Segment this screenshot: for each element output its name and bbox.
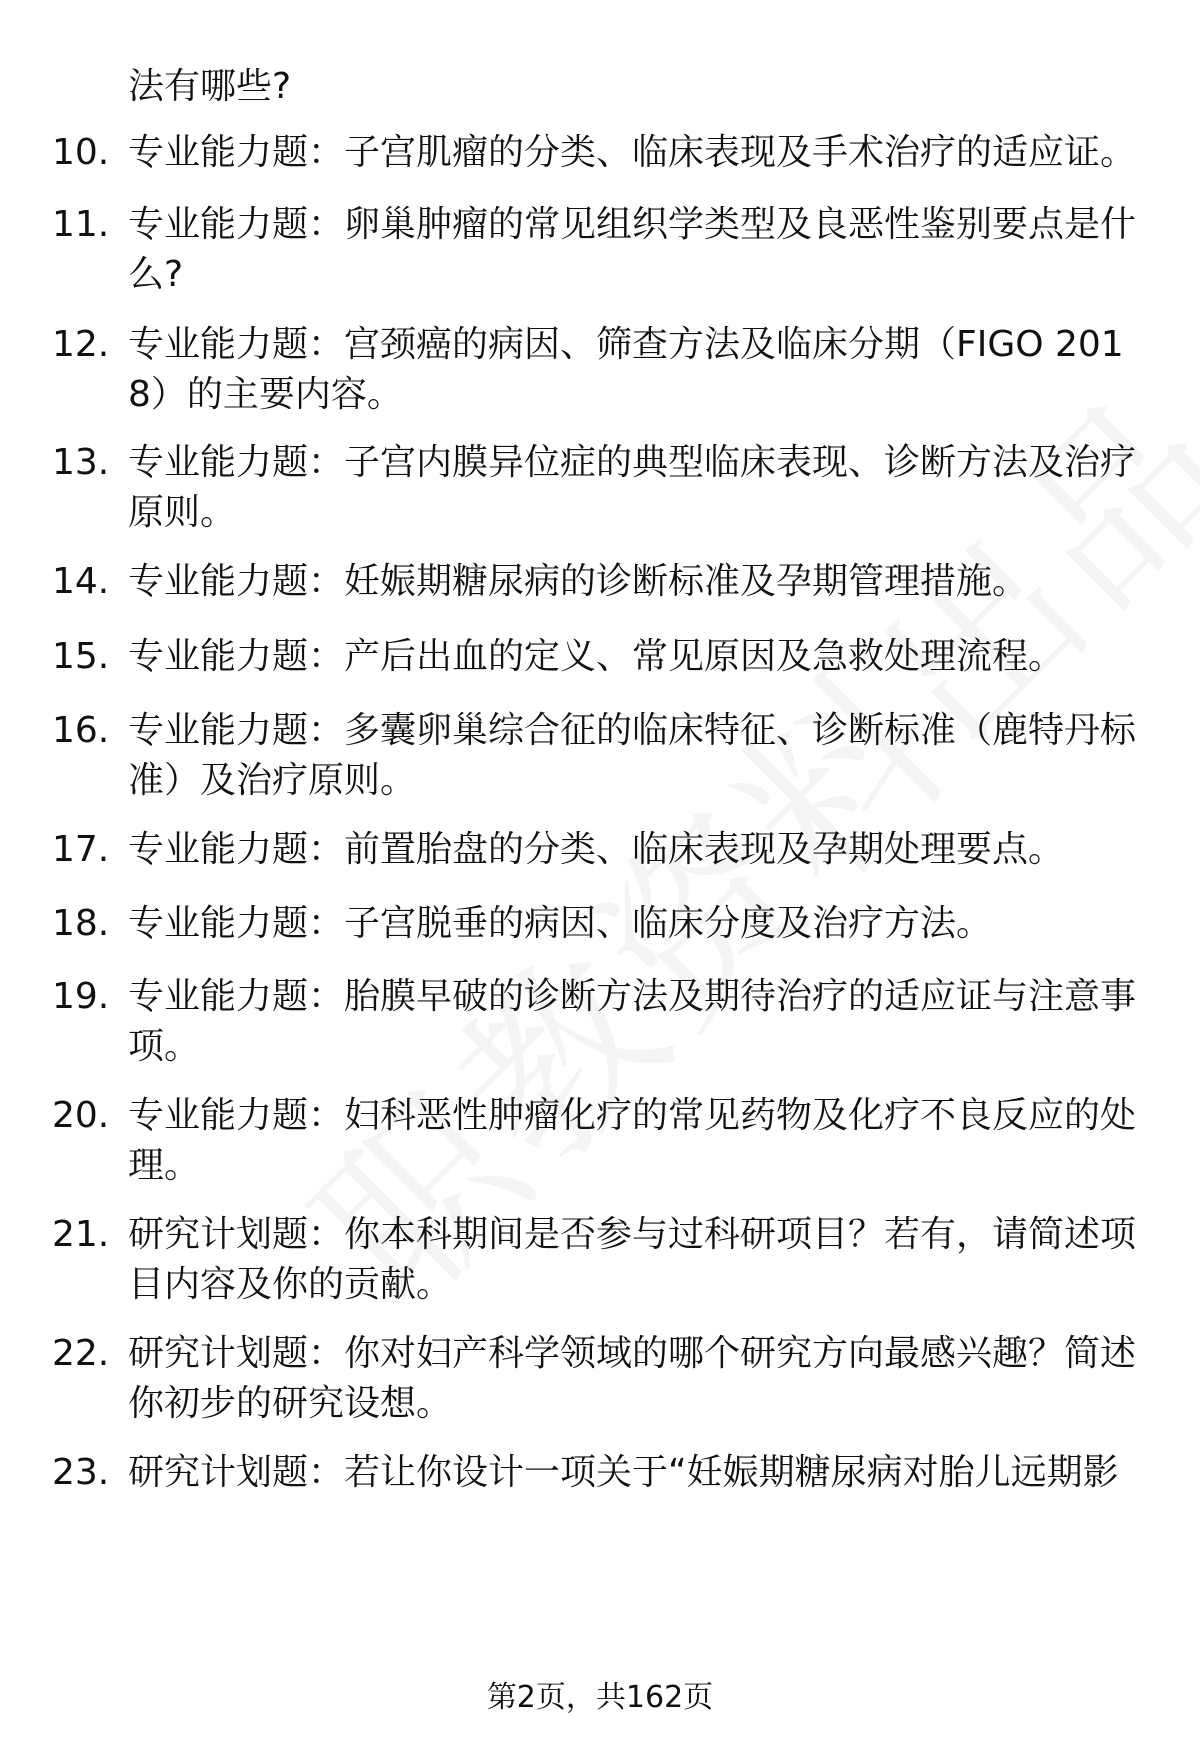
item-text: 专业能力题：妊娠期糖尿病的诊断标准及孕期管理措施。 [128,561,1029,602]
item-text: 专业能力题：多囊卵巢综合征的临床特征、诊断标准（鹿特丹标准）及治疗原则。 [128,710,1137,801]
continuation-text: 法有哪些? [128,66,292,107]
item-number: 16. [52,710,110,751]
item-number: 17. [52,829,110,870]
item-text: 专业能力题：子宫脱垂的病因、临床分度及治疗方法。 [128,903,993,944]
item-text: 专业能力题：产后出血的定义、常见原因及急救处理流程。 [128,636,1065,677]
item-number: 20. [52,1095,110,1136]
item-number: 21. [52,1214,110,1255]
item-text: 研究计划题：你本科期间是否参与过科研项目？若有，请简述项目内容及你的贡献。 [128,1214,1137,1305]
item-number: 14. [52,561,110,602]
item-number: 23. [52,1452,110,1493]
item-text: 专业能力题：卵巢肿瘤的常见组织学类型及良恶性鉴别要点是什么? [128,204,1137,295]
item-text: 专业能力题：宫颈癌的病因、筛查方法及临床分期（FIGO 2018）的主要内容。 [128,324,1124,415]
item-number: 19. [52,976,110,1017]
item-number: 12. [52,324,110,365]
page-footer: 第2页，共162页 [486,1680,714,1715]
item-text: 研究计划题：若让你设计一项关于“妊娠期糖尿病对胎儿远期影 [128,1452,1119,1493]
item-text: 专业能力题：子宫肌瘤的分类、临床表现及手术治疗的适应证。 [128,132,1137,173]
item-text: 研究计划题：你对妇产科学领域的哪个研究方向最感兴趣？简述你初步的研究设想。 [128,1333,1137,1424]
item-text: 专业能力题：前置胎盘的分类、临床表现及孕期处理要点。 [128,829,1065,870]
item-text: 专业能力题：胎膜早破的诊断方法及期待治疗的适应证与注意事项。 [128,976,1137,1067]
item-text: 专业能力题：子宫内膜异位症的典型临床表现、诊断方法及治疗原则。 [128,442,1137,533]
item-number: 13. [52,442,110,483]
item-text: 专业能力题：妇科恶性肿瘤化疗的常见药物及化疗不良反应的处理。 [128,1095,1137,1186]
item-number: 22. [52,1333,110,1374]
item-number: 11. [52,204,110,245]
item-number: 18. [52,903,110,944]
item-number: 15. [52,636,110,677]
item-number: 10. [52,132,110,173]
